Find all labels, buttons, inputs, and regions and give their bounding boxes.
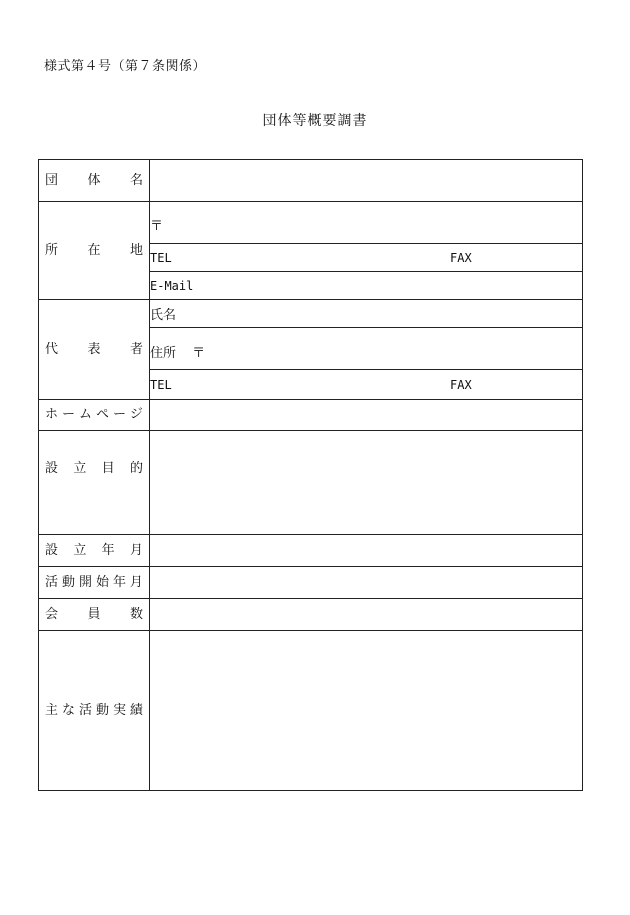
row-activity-start bbox=[39, 567, 583, 599]
row-rep-name bbox=[39, 300, 583, 328]
org-name-field[interactable] bbox=[150, 160, 583, 202]
label-representative: 代 表 者 bbox=[39, 300, 150, 400]
rep-tel-fax-field[interactable] bbox=[150, 370, 583, 400]
row-members bbox=[39, 599, 583, 631]
rep-address-label: 住所 bbox=[150, 346, 177, 361]
email-label: E-Mail bbox=[150, 278, 194, 293]
label-address: 所 在 地 bbox=[39, 202, 150, 300]
main-activities-field[interactable] bbox=[150, 631, 583, 791]
purpose-field[interactable] bbox=[150, 431, 583, 535]
tel-label: TEL bbox=[150, 250, 172, 265]
rep-address-field[interactable] bbox=[150, 328, 583, 370]
label-established: 設 立 年 月 bbox=[39, 535, 150, 567]
rep-tel-label: TEL bbox=[150, 377, 172, 392]
form-number: 様式第４号（第７条関係） bbox=[44, 59, 207, 74]
document-title: 団体等概要調書 bbox=[262, 113, 368, 129]
organization-summary-table bbox=[38, 159, 583, 791]
activity-start-field[interactable] bbox=[150, 567, 583, 599]
row-address-postal bbox=[39, 202, 583, 244]
row-org-name bbox=[39, 160, 583, 202]
address-email-field[interactable] bbox=[150, 272, 583, 300]
label-activity-start: 活 動 開 始 年 月 bbox=[39, 567, 150, 599]
fax-label: FAX bbox=[450, 250, 472, 265]
rep-name-field[interactable] bbox=[150, 300, 583, 328]
rep-postal-mark: 〒 bbox=[192, 346, 206, 361]
label-purpose: 設 立 目 的 bbox=[39, 431, 150, 535]
row-main-activities bbox=[39, 631, 583, 791]
rep-name-label: 氏名 bbox=[150, 308, 177, 323]
row-homepage bbox=[39, 400, 583, 431]
established-field[interactable] bbox=[150, 535, 583, 567]
postal-mark: 〒 bbox=[150, 219, 164, 234]
row-purpose bbox=[39, 431, 583, 535]
label-org-name: 団 体 名 bbox=[39, 160, 150, 202]
row-established bbox=[39, 535, 583, 567]
label-homepage: ホ ー ム ペ ー ジ bbox=[39, 400, 150, 431]
address-postal-field[interactable] bbox=[150, 202, 583, 244]
members-field[interactable] bbox=[150, 599, 583, 631]
rep-fax-label: FAX bbox=[450, 377, 472, 392]
address-tel-fax-field[interactable] bbox=[150, 244, 583, 272]
label-main-activities: 主 な 活 動 実 績 bbox=[39, 631, 150, 791]
homepage-field[interactable] bbox=[150, 400, 583, 431]
label-members: 会 員 数 bbox=[39, 599, 150, 631]
